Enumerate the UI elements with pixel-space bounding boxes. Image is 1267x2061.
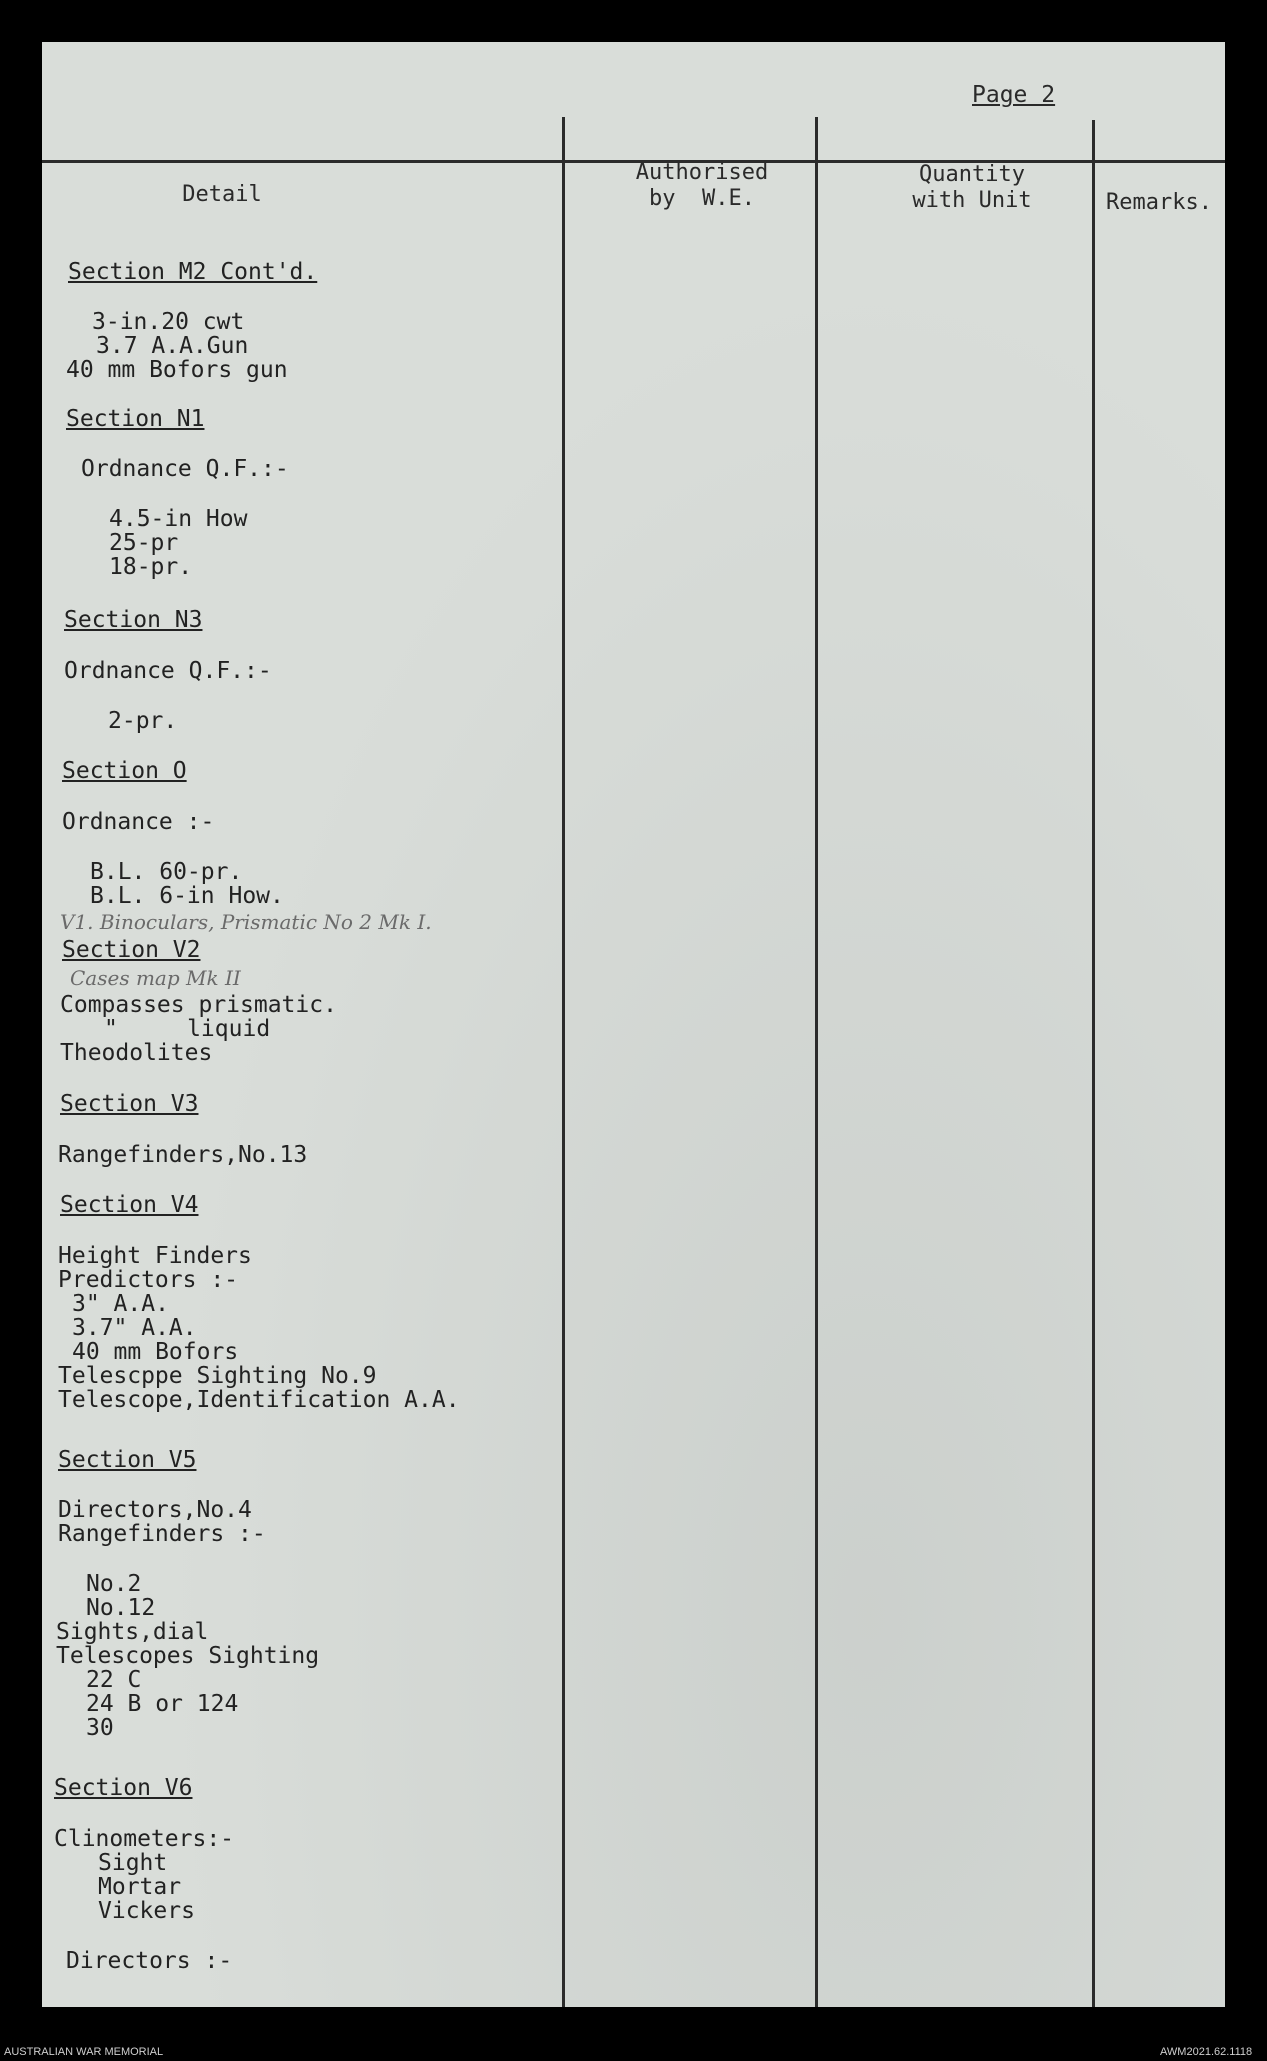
detail-line: Sight <box>98 1850 168 1876</box>
column-divider-2 <box>815 117 818 2007</box>
section-heading: Section M2 Cont'd. <box>68 259 318 285</box>
detail-line: 40 mm Bofors <box>72 1339 239 1365</box>
header-quantity: Quantity with Unit <box>912 162 1032 213</box>
detail-line: Rangefinders,No.13 <box>58 1142 308 1168</box>
detail-line: No.2 <box>86 1571 142 1597</box>
section-heading: Section O <box>62 758 187 784</box>
section-heading: Section N1 <box>66 406 205 432</box>
detail-line: Ordnance Q.F.:- <box>64 658 272 684</box>
column-divider-1 <box>562 117 565 2007</box>
detail-line: 30 <box>86 1715 114 1741</box>
detail-line: Clinometers:- <box>54 1826 235 1852</box>
handwritten-annotation: Cases map Mk II <box>70 966 241 990</box>
detail-line: Predictors :- <box>58 1267 239 1293</box>
detail-line: Ordnance Q.F.:- <box>81 456 289 482</box>
header-remarks: Remarks. <box>1106 190 1212 215</box>
detail-line: Ordnance :- <box>62 809 215 835</box>
detail-line: " liquid <box>104 1016 271 1042</box>
detail-line: Directors :- <box>66 1948 233 1974</box>
section-heading: Section V6 <box>54 1775 193 1801</box>
detail-line: Vickers <box>98 1898 195 1924</box>
handwritten-annotation: V1. Binoculars, Prismatic No 2 Mk I. <box>60 910 432 934</box>
header-authorised: Authorised by W.E. <box>635 160 769 211</box>
detail-line: 25-pr <box>109 530 179 556</box>
detail-line: Compasses prismatic. <box>60 992 337 1018</box>
detail-line: Sights,dial <box>56 1619 209 1645</box>
detail-line: Telescopes Sighting <box>56 1643 320 1669</box>
detail-line: 4.5-in How <box>109 506 248 532</box>
detail-line: 18-pr. <box>109 554 193 580</box>
archive-reference: AWM2021.62.1118 <box>1160 2046 1253 2058</box>
document-page <box>42 42 1225 2007</box>
section-heading: Section V4 <box>60 1192 199 1218</box>
detail-line: 24 B or 124 <box>86 1691 239 1717</box>
detail-line: Telescppe Sighting No.9 <box>58 1363 377 1389</box>
detail-line: B.L. 60-pr. <box>90 859 243 885</box>
detail-line: Directors,No.4 <box>58 1497 252 1523</box>
detail-line: Height Finders <box>58 1243 252 1269</box>
detail-line: Mortar <box>98 1874 182 1900</box>
archive-credit: AUSTRALIAN WAR MEMORIAL <box>4 2046 164 2058</box>
page-number: Page 2 <box>972 82 1056 108</box>
detail-line: No.12 <box>86 1595 156 1621</box>
header-detail: Detail <box>182 182 262 207</box>
section-heading: Section V2 <box>62 937 201 963</box>
detail-line: 3-in.20 cwt <box>92 309 245 335</box>
detail-line: Theodolites <box>60 1040 213 1066</box>
section-heading: Section V3 <box>60 1091 199 1117</box>
detail-line: 3.7" A.A. <box>72 1315 197 1341</box>
section-heading: Section V5 <box>58 1447 197 1473</box>
detail-line: 3.7 A.A.Gun <box>96 333 249 359</box>
detail-line: Rangefinders :- <box>58 1521 266 1547</box>
detail-line: 3" A.A. <box>72 1291 169 1317</box>
detail-line: 40 mm Bofors gun <box>66 357 288 383</box>
detail-line: B.L. 6-in How. <box>90 883 284 909</box>
section-heading: Section N3 <box>64 607 203 633</box>
detail-line: 22 C <box>86 1667 142 1693</box>
detail-line: 2-pr. <box>108 708 178 734</box>
detail-line: Telescope,Identification A.A. <box>58 1387 460 1413</box>
column-divider-3 <box>1092 120 1095 2007</box>
